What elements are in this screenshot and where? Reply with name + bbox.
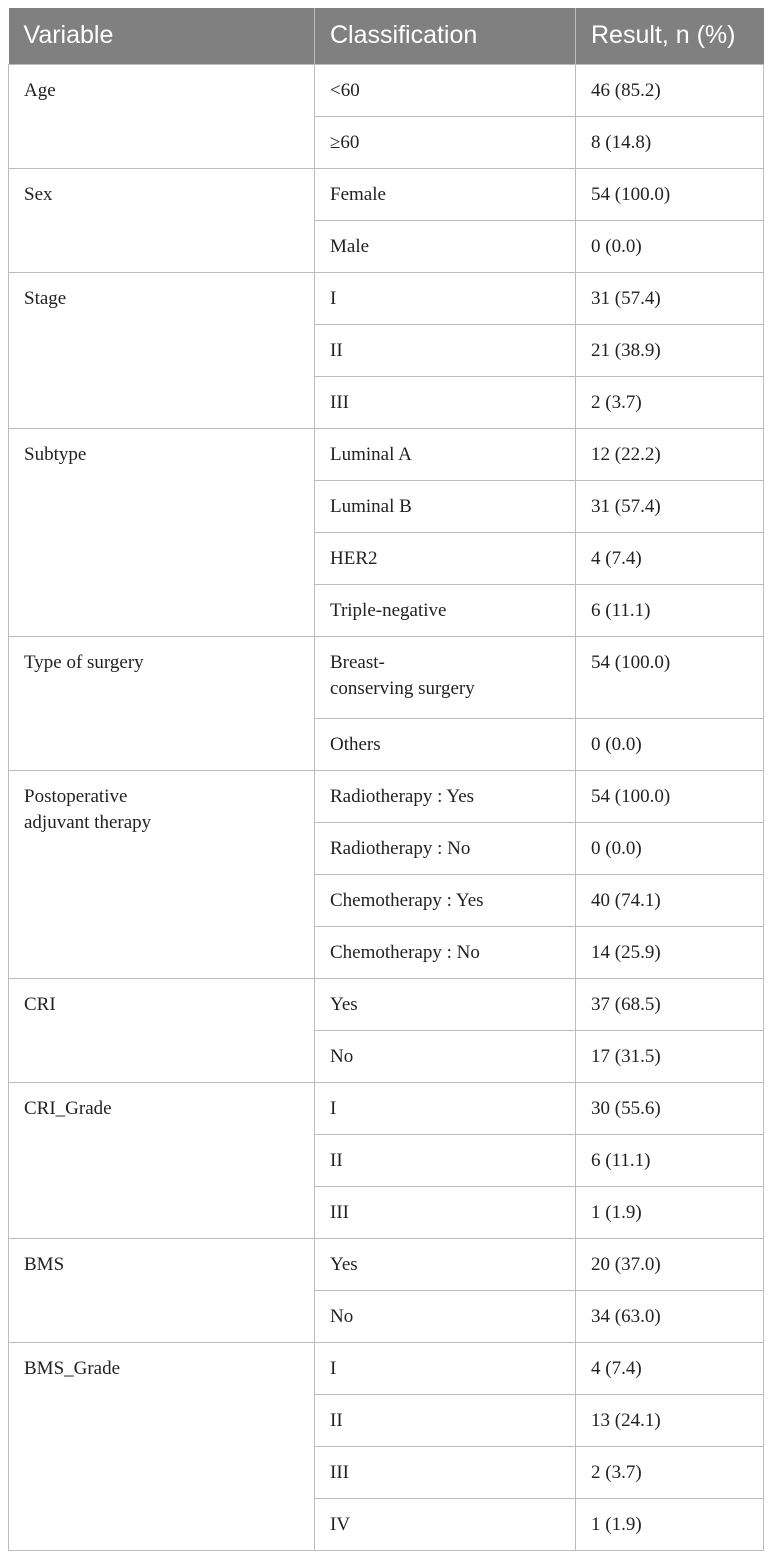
classification-cell: Chemotherapy : No xyxy=(315,926,576,978)
classification-cell: III xyxy=(315,1186,576,1238)
classification-cell: ≥60 xyxy=(315,116,576,168)
variable-cell: Postoperative adjuvant therapy xyxy=(9,770,315,978)
result-cell: 0 (0.0) xyxy=(576,822,764,874)
table-row xyxy=(9,428,764,480)
table-row xyxy=(9,168,764,220)
header-result: Result, n (%) xyxy=(576,8,764,64)
table-body xyxy=(9,64,764,1550)
variable-cell: Sex xyxy=(9,168,315,272)
result-cell: 1 (1.9) xyxy=(576,1498,764,1550)
classification-cell: No xyxy=(315,1290,576,1342)
classification-cell: Chemotherapy : Yes xyxy=(315,874,576,926)
result-cell: 1 (1.9) xyxy=(576,1186,764,1238)
classification-cell: Triple-negative xyxy=(315,584,576,636)
result-cell: 12 (22.2) xyxy=(576,428,764,480)
classification-cell: III xyxy=(315,1446,576,1498)
header-classification: Classification xyxy=(315,8,576,64)
result-cell: 20 (37.0) xyxy=(576,1238,764,1290)
result-cell: 6 (11.1) xyxy=(576,584,764,636)
result-cell: 40 (74.1) xyxy=(576,874,764,926)
classification-cell: Radiotherapy : No xyxy=(315,822,576,874)
result-cell: 54 (100.0) xyxy=(576,168,764,220)
classification-cell: Others xyxy=(315,718,576,770)
table-row xyxy=(9,272,764,324)
result-cell: 54 (100.0) xyxy=(576,636,764,718)
header-variable: Variable xyxy=(9,8,315,64)
variable-cell: BMS xyxy=(9,1238,315,1342)
classification-cell: No xyxy=(315,1030,576,1082)
classification-cell: HER2 xyxy=(315,532,576,584)
result-cell: 8 (14.8) xyxy=(576,116,764,168)
variable-cell: CRI_Grade xyxy=(9,1082,315,1238)
classification-cell: Female xyxy=(315,168,576,220)
classification-cell: Radiotherapy : Yes xyxy=(315,770,576,822)
table-row xyxy=(9,1238,764,1290)
table-row xyxy=(9,64,764,116)
result-cell: 37 (68.5) xyxy=(576,978,764,1030)
table-row xyxy=(9,1342,764,1394)
table-row xyxy=(9,770,764,822)
variable-cell: BMS_Grade xyxy=(9,1342,315,1550)
result-cell: 46 (85.2) xyxy=(576,64,764,116)
classification-cell: Luminal B xyxy=(315,480,576,532)
result-cell: 0 (0.0) xyxy=(576,718,764,770)
result-cell: 31 (57.4) xyxy=(576,480,764,532)
classification-cell: II xyxy=(315,324,576,376)
classification-cell: II xyxy=(315,1394,576,1446)
result-cell: 13 (24.1) xyxy=(576,1394,764,1446)
table-row xyxy=(9,1082,764,1134)
patient-characteristics-table-container xyxy=(8,8,763,1551)
variable-cell: Subtype xyxy=(9,428,315,636)
classification-cell: Breast- conserving surgery xyxy=(315,636,576,718)
classification-cell: I xyxy=(315,1082,576,1134)
result-cell: 14 (25.9) xyxy=(576,926,764,978)
classification-cell: Luminal A xyxy=(315,428,576,480)
classification-cell: II xyxy=(315,1134,576,1186)
result-cell: 2 (3.7) xyxy=(576,376,764,428)
result-cell: 34 (63.0) xyxy=(576,1290,764,1342)
classification-cell: I xyxy=(315,1342,576,1394)
result-cell: 17 (31.5) xyxy=(576,1030,764,1082)
result-cell: 54 (100.0) xyxy=(576,770,764,822)
result-cell: 4 (7.4) xyxy=(576,532,764,584)
table-header xyxy=(9,8,764,64)
classification-cell: Yes xyxy=(315,978,576,1030)
result-cell: 6 (11.1) xyxy=(576,1134,764,1186)
table-row xyxy=(9,636,764,718)
result-cell: 30 (55.6) xyxy=(576,1082,764,1134)
header-row xyxy=(9,8,764,64)
result-cell: 31 (57.4) xyxy=(576,272,764,324)
variable-cell: CRI xyxy=(9,978,315,1082)
patient-characteristics-table xyxy=(8,8,764,1551)
classification-cell: IV xyxy=(315,1498,576,1550)
classification-cell: Yes xyxy=(315,1238,576,1290)
variable-cell: Type of surgery xyxy=(9,636,315,770)
classification-cell: Male xyxy=(315,220,576,272)
result-cell: 4 (7.4) xyxy=(576,1342,764,1394)
variable-cell: Age xyxy=(9,64,315,168)
table-row xyxy=(9,978,764,1030)
variable-cell: Stage xyxy=(9,272,315,428)
classification-cell: I xyxy=(315,272,576,324)
result-cell: 0 (0.0) xyxy=(576,220,764,272)
result-cell: 2 (3.7) xyxy=(576,1446,764,1498)
classification-cell: <60 xyxy=(315,64,576,116)
result-cell: 21 (38.9) xyxy=(576,324,764,376)
classification-cell: III xyxy=(315,376,576,428)
